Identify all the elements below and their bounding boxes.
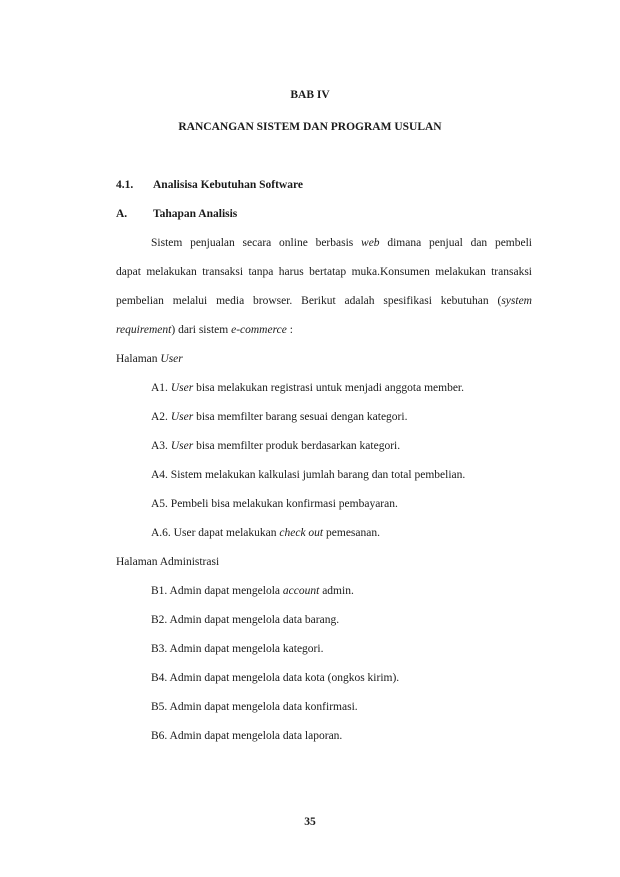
- list-item: A1. User bisa melakukan registrasi untuk menjadi anggota member.: [151, 382, 465, 394]
- list-item: B6. Admin dapat mengelola data laporan.: [151, 730, 343, 742]
- user-section-heading: Halaman User: [116, 353, 183, 365]
- section-title: Analisisa Kebutuhan Software: [153, 179, 303, 191]
- paragraph-line-4: requirement) dari sistem e-commerce :: [116, 324, 293, 336]
- paragraph-line-1: Sistem penjualan secara online berbasis web dimana penjual dan pembeli: [151, 237, 532, 249]
- list-item: B3. Admin dapat mengelola kategori.: [151, 643, 324, 655]
- list-item: B4. Admin dapat mengelola data kota (ongkos kirim).: [151, 672, 400, 684]
- chapter-title: RANCANGAN SISTEM DAN PROGRAM USULAN: [178, 121, 442, 133]
- admin-section-heading: Halaman Administrasi: [116, 556, 220, 568]
- list-item: A4. Sistem melakukan kalkulasi jumlah barang dan total pembelian.: [151, 469, 466, 481]
- paragraph-line-2: dapat melakukan transaksi tanpa harus bertatap muka.Konsumen melakukan transaksi: [116, 266, 532, 278]
- list-item: A.6. User dapat melakukan check out pemesanan.: [151, 527, 380, 539]
- subsection-letter: A.: [116, 208, 128, 220]
- list-item: B2. Admin dapat mengelola data barang.: [151, 614, 340, 626]
- list-item: B1. Admin dapat mengelola account admin.: [151, 585, 354, 597]
- list-item: A5. Pembeli bisa melakukan konfirmasi pembayaran.: [151, 498, 398, 510]
- subsection-title: Tahapan Analisis: [153, 208, 238, 220]
- chapter-label: BAB IV: [290, 89, 330, 101]
- paragraph-line-3: pembelian melalui media browser. Berikut adalah spesifikasi kebutuhan (system: [116, 295, 532, 307]
- list-item: B5. Admin dapat mengelola data konfirmasi.: [151, 701, 358, 713]
- section-number: 4.1.: [116, 179, 134, 191]
- list-item: A2. User bisa memfilter barang sesuai dengan kategori.: [151, 411, 408, 423]
- page-number: 35: [304, 816, 316, 828]
- list-item: A3. User bisa memfilter produk berdasarkan kategori.: [151, 440, 401, 452]
